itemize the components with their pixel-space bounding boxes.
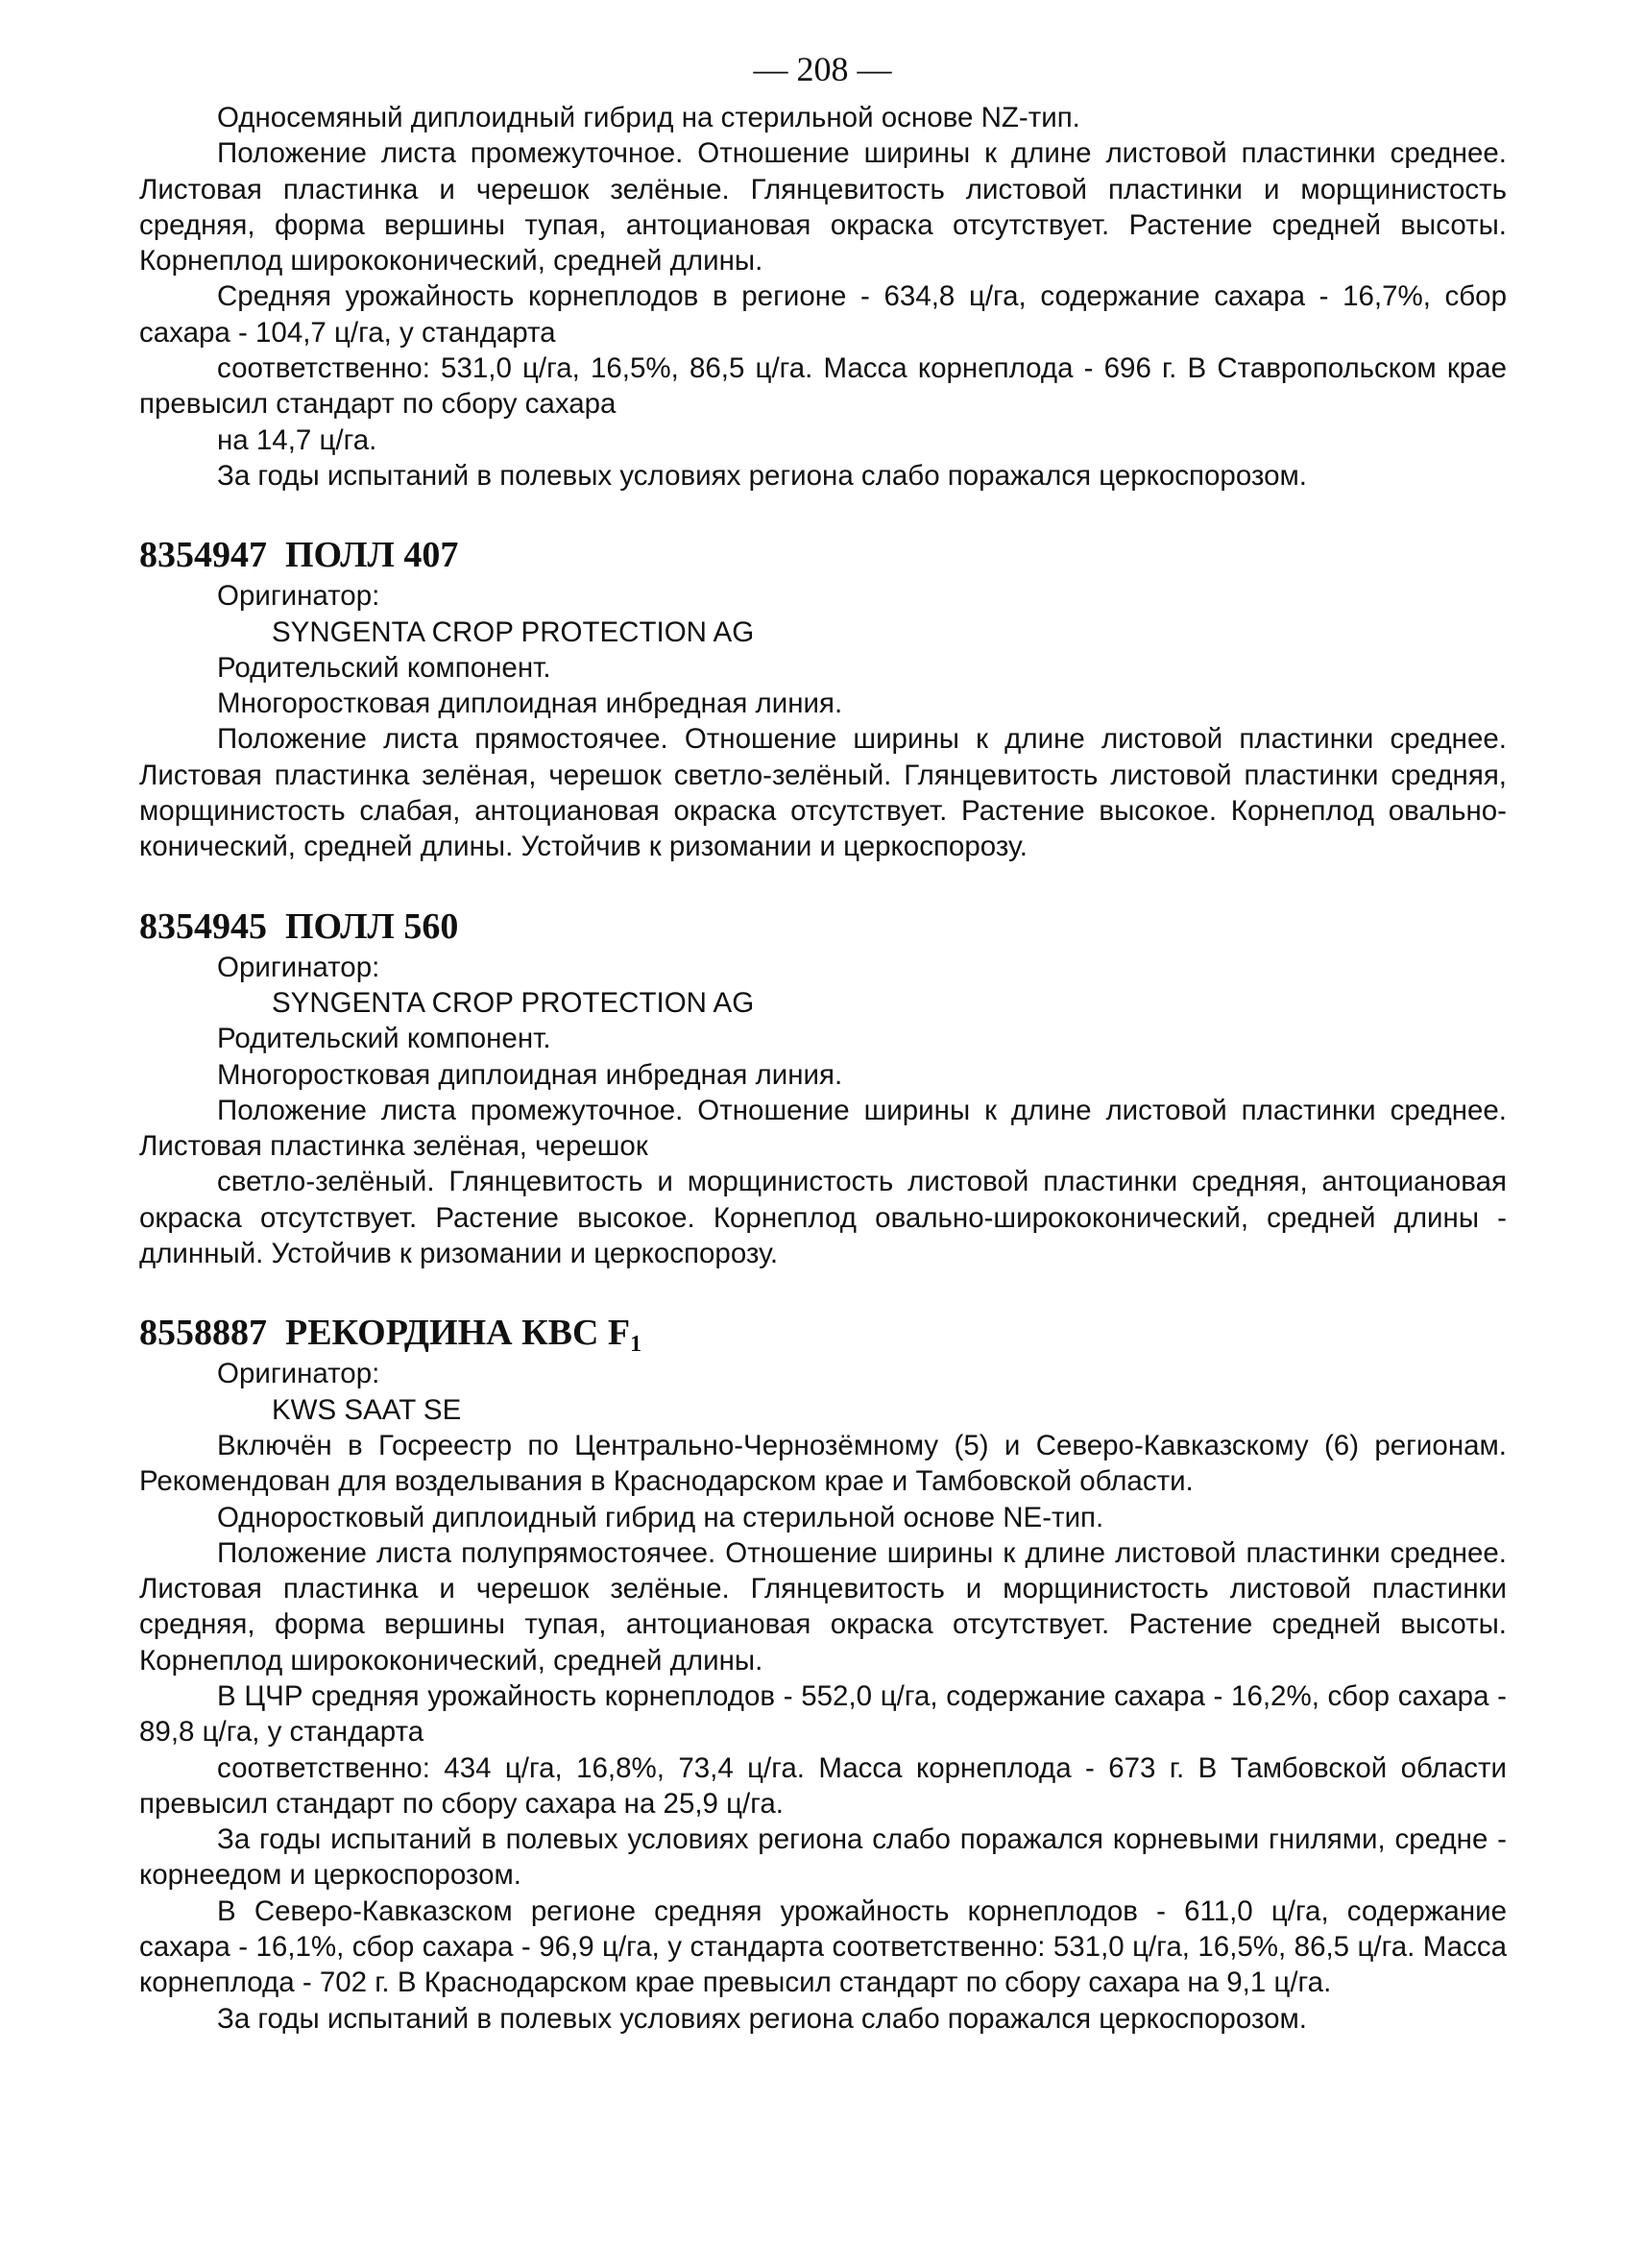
entry-heading xyxy=(139,1310,1507,1356)
intro-paragraph-2: Положение листа промежуточное. Отношение ширины к длине листовой пластинки среднее. Листовая пластинка и черешок зелёные. Глянцевитость листовой пластинки и морщинистость средняя, форма вершины тупая, антоциановая окраска отсутствует. Растение средней высоты. Корнеплод ширококонический, средней длины. xyxy=(139,137,1507,277)
entry-title: ПОЛЛ 407 xyxy=(285,535,459,576)
originator-name: KWS SAAT SE xyxy=(272,1393,462,1426)
entry-8354947 xyxy=(139,532,1507,864)
entry-paragraph-8: За годы испытаний в полевых условиях региона слабо поражался церкоспорозом. xyxy=(217,2002,1307,2035)
entry-paragraph-4: светло-зелёный. Глянцевитость и морщинистость листовой пластинки средняя, антоциановая окраска отсутствует. Растение высокое. Корнеплод овально-ширококонический, средней длины - длинный. Устойчив к ризомании и церкоспорозу. xyxy=(139,1166,1507,1270)
entry-heading xyxy=(139,532,1507,578)
entry-paragraph-1: Родительский компонент. xyxy=(217,1023,551,1055)
originator-name: SYNGENTA CROP PROTECTION AG xyxy=(272,615,755,648)
entry-code: 8558887 xyxy=(139,1313,267,1354)
entry-paragraph-2: Многоростковая диплоидная инбредная линия. xyxy=(217,1058,843,1091)
originator-label: Оригинатор: xyxy=(217,1358,380,1390)
entry-8558887 xyxy=(139,1310,1507,2037)
intro-paragraph-1: Односемяный диплоидный гибрид на стерильной основе NZ-тип. xyxy=(217,102,1080,133)
originator-label: Оригинатор: xyxy=(217,580,380,613)
entry-code: 8354947 xyxy=(139,535,267,576)
entry-paragraph-3: Положение листа полупрямостоячее. Отношение ширины к длине листовой пластинки среднее. Листовая пластинка и черешок зелёные. Глянцевитость и морщинистость листовой пластинки средняя, форма вершины тупая, антоциановая окраска отсутствует. Растение средней высоты. Корнеплод ширококонический, средней длины. xyxy=(139,1536,1507,1677)
entry-paragraph-4: В ЦЧР средняя урожайность корнеплодов - 552,0 ц/га, содержание сахара - 16,2%, сбор сахара - 89,8 ц/га, у стандарта xyxy=(139,1679,1507,1749)
entry-title-subscript: 1 xyxy=(630,1332,642,1358)
section-gap xyxy=(139,1271,1507,1310)
entry-paragraph-2: Многоростковая диплоидная инбредная линия. xyxy=(217,688,843,720)
entry-title: ПОЛЛ 560 xyxy=(285,905,459,947)
entry-paragraph-2: Одноростковый диплоидный гибрид на стерильной основе NE-тип. xyxy=(217,1501,1104,1533)
entry-8354945 xyxy=(139,904,1507,1272)
page-number: — 208 — xyxy=(753,50,892,88)
intro-paragraph-5: на 14,7 ц/га. xyxy=(217,423,377,456)
intro-section xyxy=(139,100,1507,494)
originator-label: Оригинатор: xyxy=(217,951,380,983)
intro-paragraph-6: За годы испытаний в полевых условиях региона слабо поражался церкоспорозом. xyxy=(217,459,1307,492)
entry-paragraph-6: За годы испытаний в полевых условиях региона слабо поражался корневыми гнилями, средне - корнеедом и церкоспорозом. xyxy=(139,1823,1507,1892)
entry-paragraph-5: соответственно: 434 ц/га, 16,8%, 73,4 ц/га. Масса корнеплода - 673 г. В Тамбовской области превысил стандарт по сбору сахара на 25,9 ц/га. xyxy=(139,1751,1507,1820)
originator-name: SYNGENTA CROP PROTECTION AG xyxy=(272,986,755,1019)
entry-paragraph-7: В Северо-Кавказском регионе средняя урожайность корнеплодов - 611,0 ц/га, содержание сахара - 16,1%, сбор сахара - 96,9 ц/га, у стандарта соответственно: 531,0 ц/га, 16,5%, 86,5 ц/га. Масса корнеплода - 702 г. В Краснодарском крае превысил стандарт по сбору сахара на 9,1 ц/га. xyxy=(139,1894,1507,1999)
entry-heading xyxy=(139,904,1507,950)
section-gap xyxy=(139,494,1507,532)
entry-paragraph-1: Родительский компонент. xyxy=(217,651,551,684)
section-gap xyxy=(139,865,1507,904)
intro-paragraph-3: Средняя урожайность корнеплодов в регионе - 634,8 ц/га, содержание сахара - 16,7%, сбор сахара - 104,7 ц/га, у стандарта xyxy=(139,280,1507,349)
intro-paragraph-4: соответственно: 531,0 ц/га, 16,5%, 86,5 ц/га. Масса корнеплода - 696 г. В Ставропольском крае превысил стандарт по сбору сахара xyxy=(139,352,1507,421)
entry-paragraph-3: Положение листа прямостоячее. Отношение ширины к длине листовой пластинки среднее. Листовая пластинка зелёная, черешок светло-зелёный. Глянцевитость листовой пластинки средняя, морщинистость слабая, антоциановая окраска отсутствует. Растение высокое. Корнеплод овально-конический, средней длины. Устойчив к ризомании и церкоспорозу. xyxy=(139,723,1507,863)
entry-paragraph-3: Положение листа промежуточное. Отношение ширины к длине листовой пластинки среднее. Листовая пластинка зелёная, черешок xyxy=(139,1094,1507,1163)
page-content xyxy=(139,100,1507,2037)
entry-title: РЕКОРДИНА КВС F xyxy=(285,1313,631,1354)
entry-paragraph-1: Включён в Госреестр по Центрально-Чернозёмному (5) и Северо-Кавказскому (6) регионам. Рекомендован для возделывания в Краснодарском крае и Тамбовской области. xyxy=(139,1429,1507,1498)
entry-code: 8354945 xyxy=(139,905,267,947)
